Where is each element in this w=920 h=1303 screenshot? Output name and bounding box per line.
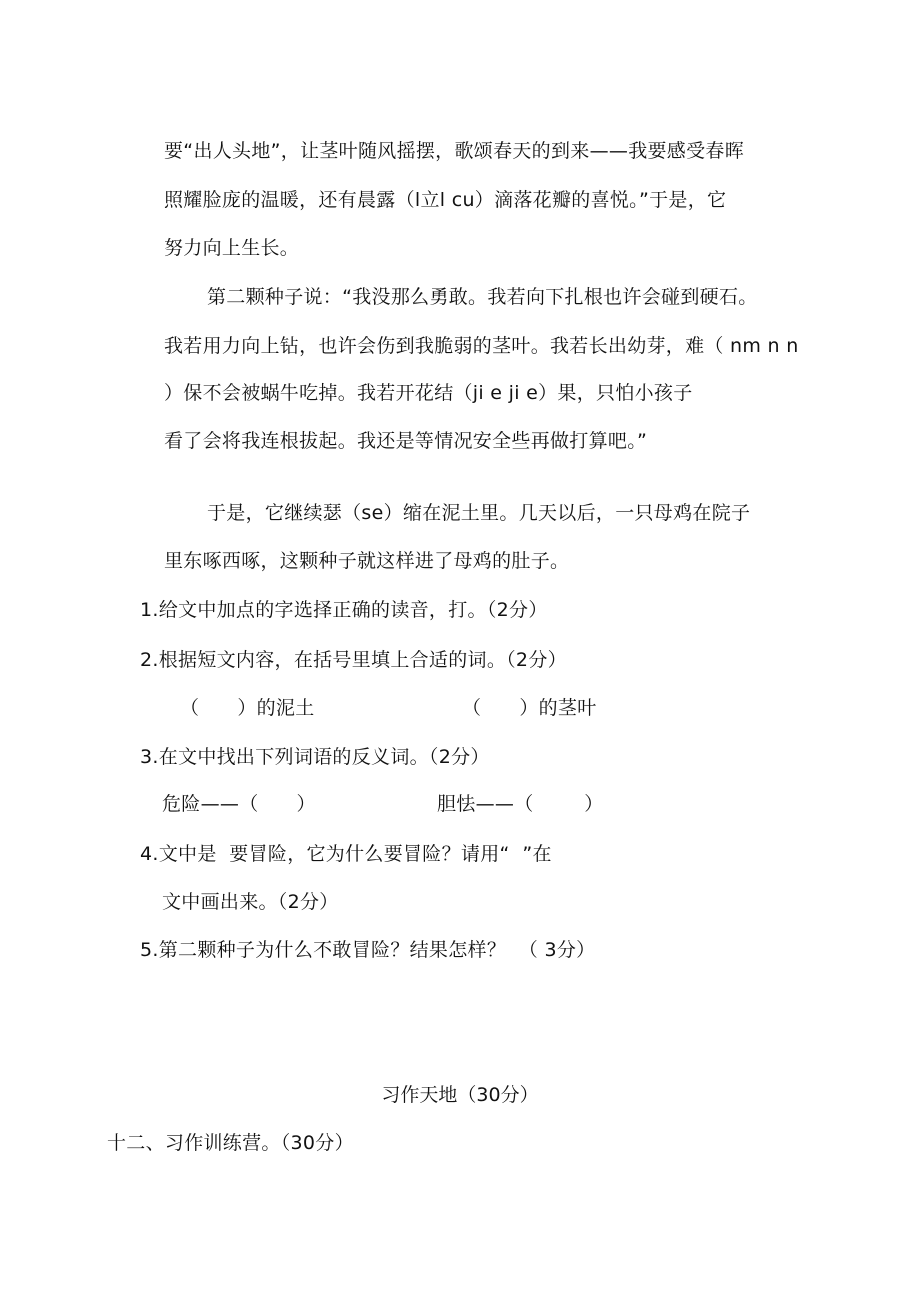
passage-line: ）保不会被蜗牛吃掉。我若开花结（ji e ji e）果，只怕小孩子: [164, 382, 693, 404]
question-5: 5.第二颗种子为什么不敢冒险？结果怎样？ （ 3分）: [140, 939, 596, 961]
question-4-continued: 文中画出来。（2分）: [162, 891, 339, 913]
passage-line: 看了会将我连根拔起。我还是等情况安全些再做打算吧。”: [164, 430, 648, 452]
question-3-blank-1: 危险——（ ）: [162, 793, 316, 815]
passage-line: 我若用力向上钻，也许会伤到我脆弱的茎叶。我若长出幼芽，难（ nm n n: [164, 335, 799, 357]
passage-line: 要“出人头地”，让茎叶随风摇摆，歌颂春天的到来——我要感受春晖: [164, 140, 744, 162]
passage-line: 第二颗种子说：“我没那么勇敢。我若向下扎根也许会碰到硬石。: [207, 286, 758, 308]
question-3-blank-2: 胆怯——（ ）: [437, 793, 604, 815]
section-item-12: 十二、习作训练营。（30分）: [107, 1132, 354, 1154]
question-4: 4.文中是 要冒险，它为什么要冒险？请用“ ”在: [140, 843, 552, 865]
question-3: 3.在文中找出下列词语的反义词。（2分）: [140, 746, 490, 768]
question-2-blank-1: （ ）的泥土: [180, 697, 315, 719]
passage-line: 里东啄西啄，这颗种子就这样进了母鸡的肚子。: [164, 550, 570, 572]
section-title: 习作天地（30分）: [381, 1084, 539, 1106]
question-2-blank-2: （ ）的茎叶: [462, 697, 597, 719]
question-1: 1.给文中加点的字选择正确的读音，打。（2分）: [140, 599, 548, 621]
passage-line: 努力向上生长。: [164, 237, 300, 259]
passage-line: 于是，它继续瑟（se）缩在泥土里。几天以后，一只母鸡在院子: [207, 502, 751, 524]
passage-line: 照耀脸庞的温暖，还有晨露（l立l cu）滴落花瓣的喜悦。”于是，它: [164, 189, 727, 211]
question-2: 2.根据短文内容，在括号里填上合适的词。（2分）: [140, 649, 567, 671]
